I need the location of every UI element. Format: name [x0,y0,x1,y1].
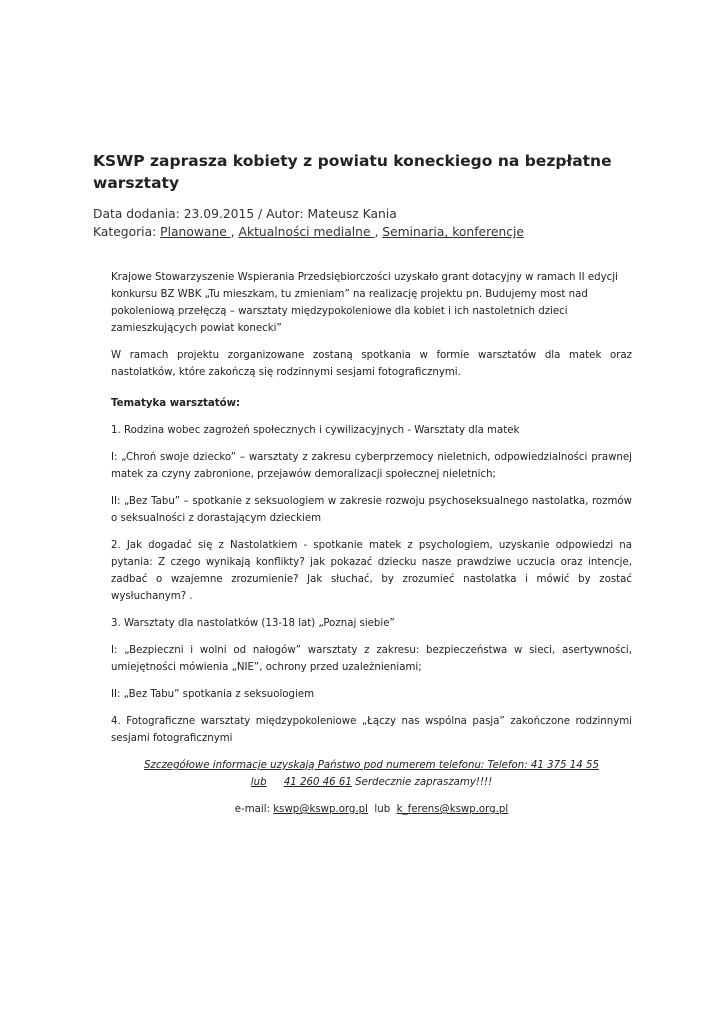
topics-heading: Tematyka warsztatów: [111,398,241,409]
topic-item-1: 1. Rodzina wobec zagrożeń społecznych i cywilizacyjnych - Warsztaty dla matek [111,425,520,436]
category-link-aktualnosci[interactable]: Aktualności medialne [238,225,375,239]
topic-item-2: 2. Jak dogadać się z Nastolatkiem - spotkanie matek z psychologiem, uzyskanie odpowiedzi na pytania: Z czego wynikają konflikty? jak pokazać dziecku nasze prawdziwe uczucia oraz intencje, zadbać o wzajemne zrozumienie? Jak słuchać, by zrozumieć nastolatka i mówić by zostać wysłuchanym? . [111,540,632,602]
topic-item-4: 4. Fotograficzne warsztaty międzypokoleniowe „Łączy nas wspólna pasja” zakończone rodzinnymi sesjami fotograficznymi [111,716,632,744]
contact-block [111,757,632,791]
date-author-line: Data dodania: 23.09.2015 / Autor: Mateusz Kania [93,207,397,221]
topic-item-1-ii: II: „Bez Tabu” – spotkanie z seksuologiem w zakresie rozwoju psychoseksualnego nastolatka, rozmów o seksualności z dorastającym dzieckiem [111,496,632,524]
intro-paragraph: Krajowe Stowarzyszenie Wspierania Przedsiębiorczości uzyskało grant dotacyjny w ramach II edycji konkursu BZ WBK „Tu mieszkam, tu zmieniam” na realizację projektu pn. Budujemy most nad pokoleniową przełęczą – warsztaty międzypokoleniowe dla kobiet i ich nastoletnich dzieci zamieszkujących powiat konecki” [111,272,618,334]
contact-second-line [111,774,632,791]
contact-invitation: Serdecznie zapraszamy!!!! [355,777,493,788]
email-line [111,801,632,818]
category-separator: , [230,225,239,239]
contact-or: lub [250,777,267,788]
email-link-kswp[interactable]: kswp@kswp.org.pl [273,804,368,815]
category-link-seminaria[interactable]: Seminaria, konferencje [382,225,524,239]
contact-phone-line: Szczegółowe informacje uzyskają Państwo pod numerem telefonu: Telefon: 41 375 14 55 [144,760,599,771]
email-or: lub [367,804,397,815]
topic-item-1-i: I: „Chroń swoje dziecko” – warsztaty z zakresu cyberprzemocy nieletnich, odpowiedzialności prawnej matek za czyny zabronione, przejawów demoralizacji społecznej nieletnich; [111,452,632,480]
category-link-planowane[interactable]: Planowane [160,225,231,239]
category-line [93,223,653,241]
email-label: e-mail: [234,804,274,815]
email-link-ferens[interactable]: k_ferens@kswp.org.pl [396,804,509,815]
project-paragraph: W ramach projektu zorganizowane zostaną spotkania w formie warsztatów dla matek oraz nastolatków, które zakończą się rodzinnymi sesjami fotograficznymi. [111,350,632,378]
topic-item-3-ii: II: „Bez Tabu” spotkania z seksuologiem [111,689,314,700]
contact-phone-2: 41 260 46 61 [283,777,352,788]
topic-item-3-i: I: „Bezpieczni i wolni od nałogów” warsztaty z zakresu: bezpieczeństwa w sieci, asertywności, umiejętności mówienia „NIE”, ochrony przed uzależnieniami; [111,645,632,673]
topic-item-3: 3. Warsztaty dla nastolatków (13-18 lat) „Poznaj siebie” [111,618,395,629]
category-separator: , [374,225,383,239]
article-title: KSWP zaprasza kobiety z powiatu koneckiego na bezpłatne warsztaty [93,152,612,192]
category-label: Kategoria: [93,225,161,239]
article-body [111,269,632,828]
article-meta [93,205,653,241]
